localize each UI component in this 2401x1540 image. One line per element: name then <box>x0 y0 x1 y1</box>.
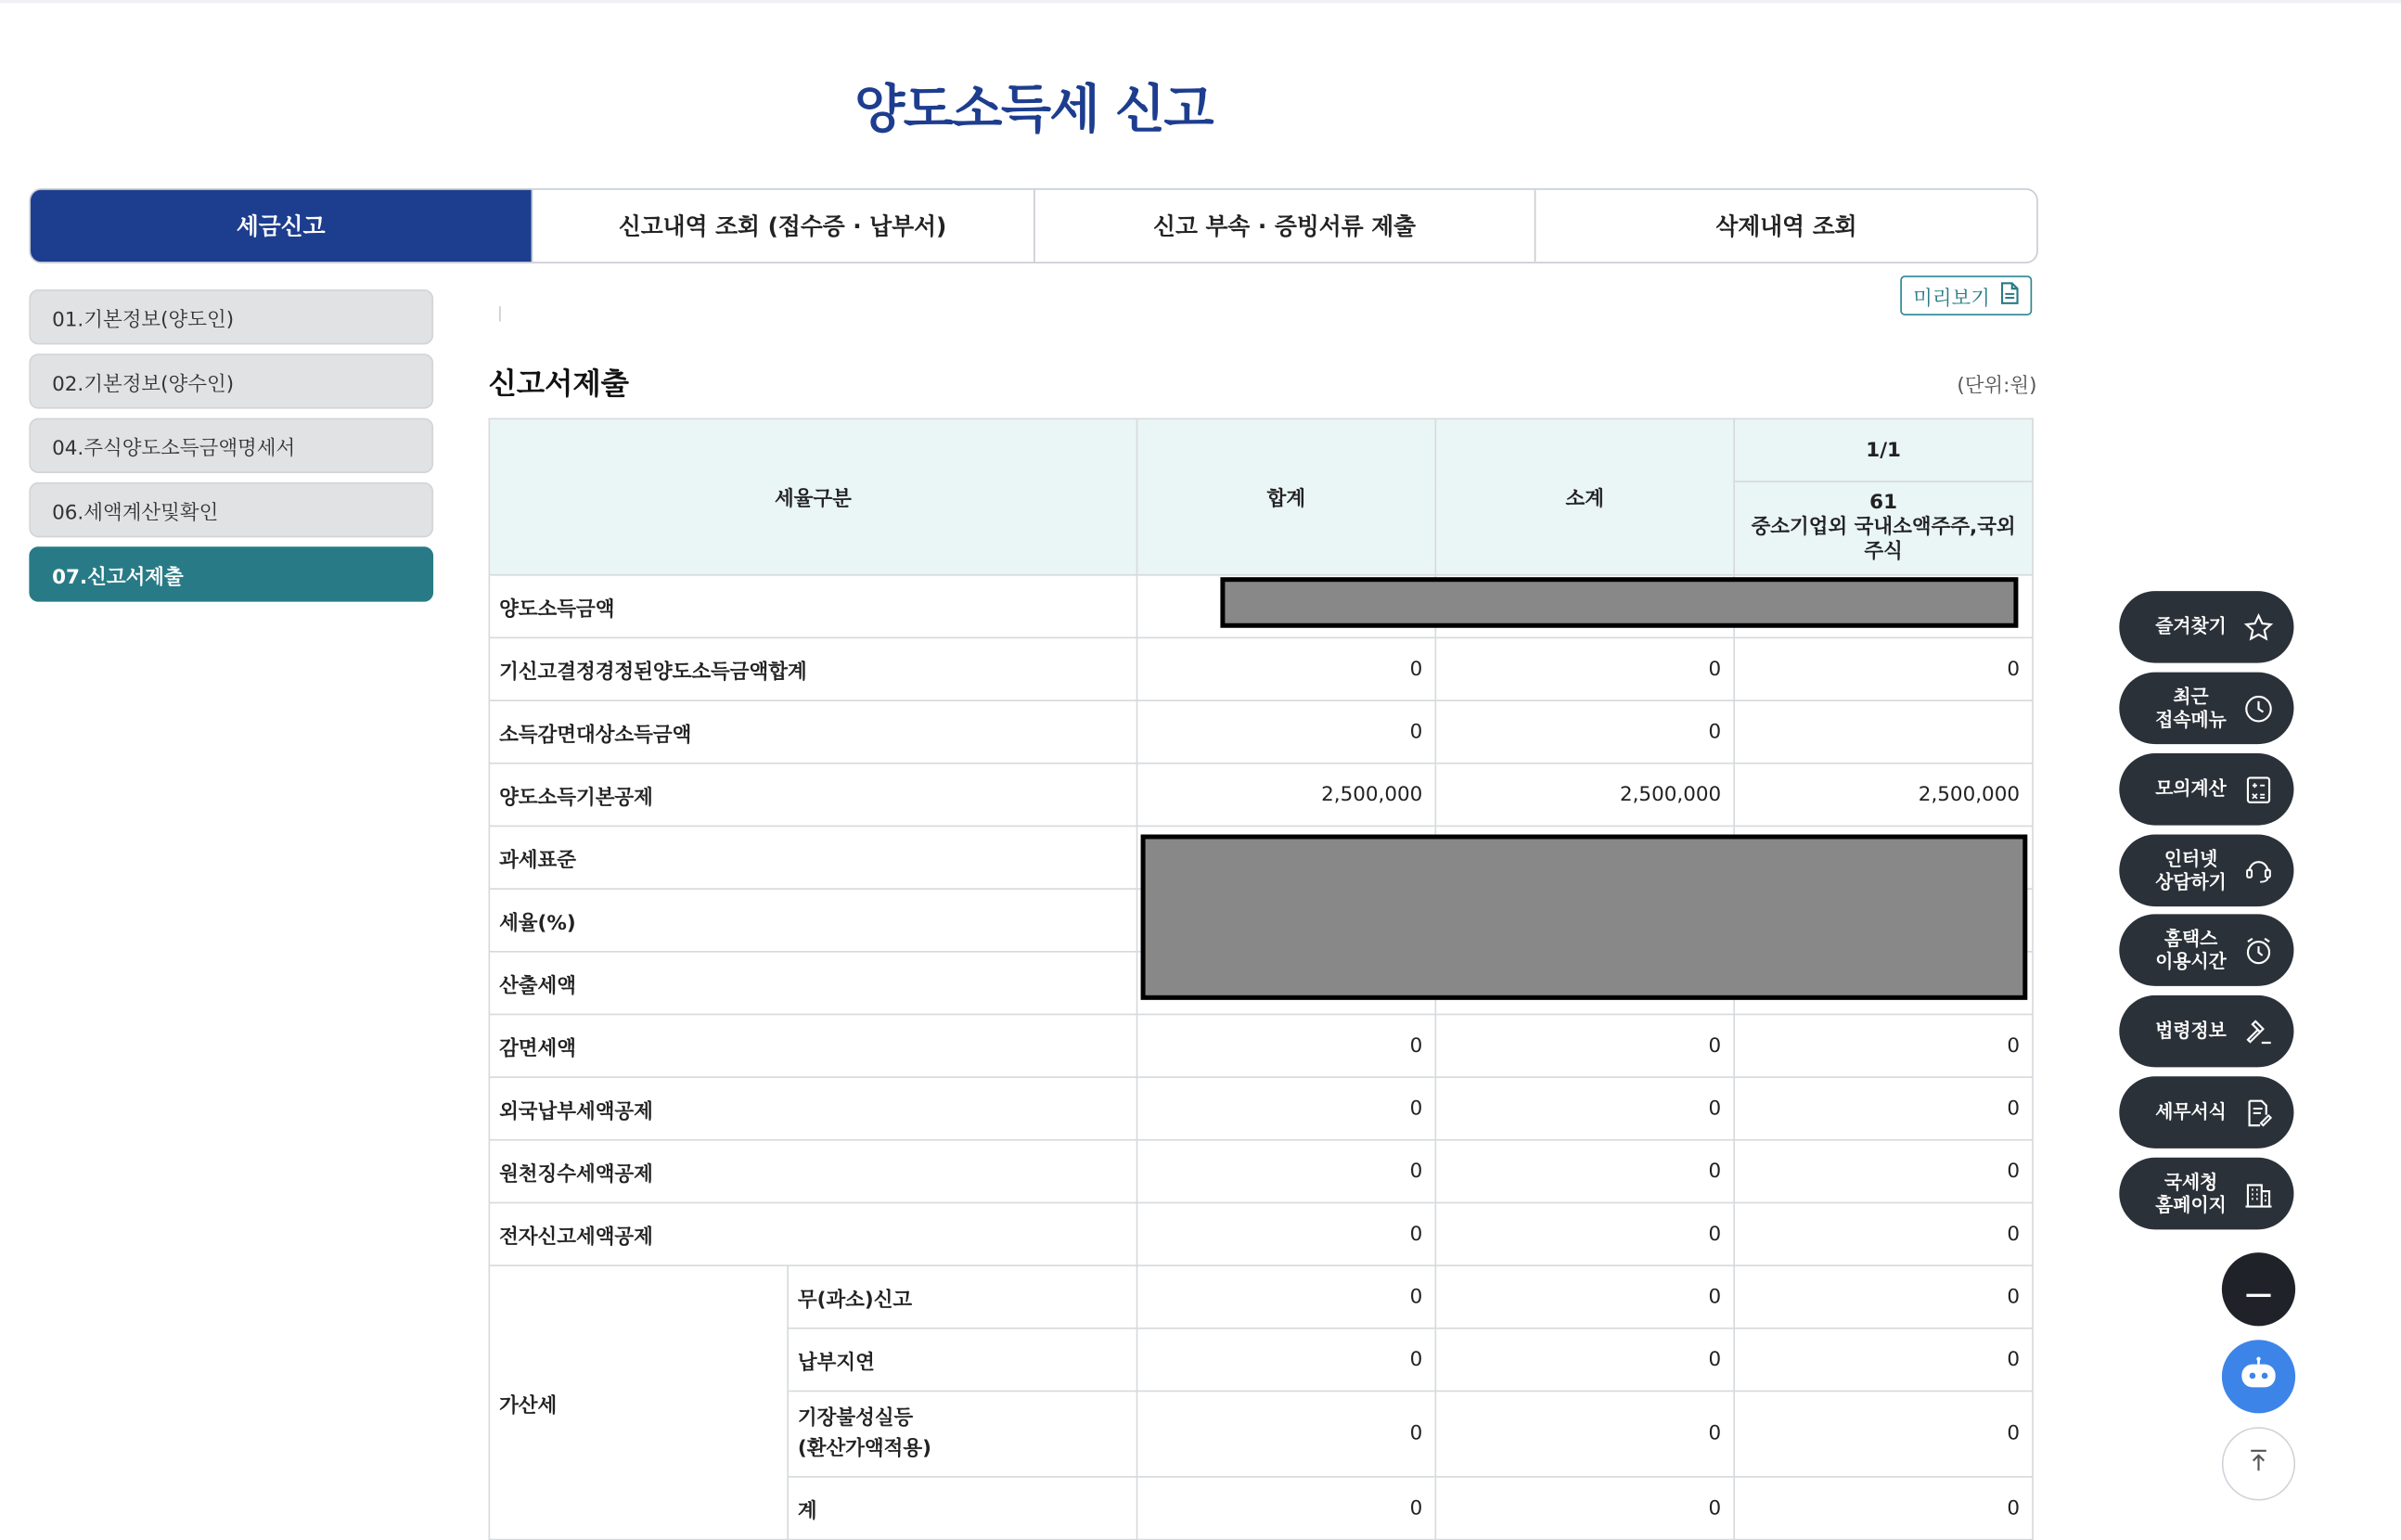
calculator-icon <box>2241 773 2275 806</box>
table-row <box>489 1140 2033 1203</box>
row-label <box>788 1391 1136 1476</box>
cell-subtotal: 0 <box>1435 1265 1734 1328</box>
table-row <box>489 1202 2033 1265</box>
quick-menu-nts-homepage[interactable] <box>2119 1158 2293 1230</box>
preview-label: 미리보기 <box>1913 287 1991 311</box>
chatbot-button[interactable] <box>2222 1340 2295 1413</box>
row-label: 양도소득기본공제 <box>489 764 1136 827</box>
quick-menu-label <box>2155 848 2227 894</box>
redaction-box <box>1141 835 2028 1000</box>
cell-subtotal: 0 <box>1435 1202 1734 1265</box>
quick-menu-service-hours[interactable] <box>2119 914 2293 986</box>
divider-mark <box>499 306 501 322</box>
sidebar-item-transferee-info[interactable]: 02.기본정보(양수인) <box>29 353 433 408</box>
cell-rate-61 <box>1734 700 2033 764</box>
quick-menu-legal-info[interactable] <box>2119 995 2293 1068</box>
row-label: 양도소득금액 <box>489 575 1136 638</box>
cell-total: 0 <box>1136 1140 1435 1203</box>
minus-icon <box>2246 1275 2270 1303</box>
quick-menu-label-line: 접속메뉴 <box>2155 708 2227 730</box>
cell-rate-61: 0 <box>1734 1477 2033 1540</box>
row-label: 산출세액 <box>489 952 1136 1015</box>
cell-subtotal: 0 <box>1435 700 1734 764</box>
cell-total: 0 <box>1136 1265 1435 1328</box>
header-total: 합계 <box>1136 418 1435 574</box>
document-edit-icon <box>2241 1096 2275 1129</box>
table-row <box>489 764 2033 827</box>
cell-total: 0 <box>1136 1477 1435 1540</box>
cell-total: 0 <box>1136 1202 1435 1265</box>
quick-menu-label-line: 홈택스 <box>2163 927 2218 949</box>
redaction-box <box>1220 577 2018 627</box>
preview-button[interactable] <box>1900 276 2032 315</box>
cell-total: 0 <box>1136 637 1435 700</box>
cell-subtotal: 0 <box>1435 1140 1734 1203</box>
collapse-menu-button[interactable] <box>2222 1252 2295 1326</box>
row-label: 외국납부세액공제 <box>489 1077 1136 1140</box>
table-row <box>489 637 2033 700</box>
quick-menu-label-line: 상담하기 <box>2155 870 2227 892</box>
cell-subtotal: 0 <box>1435 1391 1734 1476</box>
gavel-icon <box>2241 1014 2275 1047</box>
quick-menu-tax-forms[interactable] <box>2119 1076 2293 1149</box>
cell-total: 0 <box>1136 700 1435 764</box>
quick-menu-label-line: 세무서식 <box>2155 1100 2227 1123</box>
header-page-indicator: 1/1 <box>1734 418 2033 481</box>
quick-menu-label <box>2155 927 2227 973</box>
quick-menu-label <box>2155 616 2227 639</box>
chat-icon <box>2241 853 2275 887</box>
cell-subtotal: 0 <box>1435 1014 1734 1077</box>
cell-total: 0 <box>1136 1328 1435 1392</box>
column-code: 61 <box>1869 491 1898 515</box>
header-category: 세율구분 <box>489 418 1136 574</box>
building-icon <box>2241 1176 2275 1210</box>
quick-menu-consultation[interactable] <box>2119 835 2293 907</box>
row-label: 무(과소)신고 <box>788 1265 1136 1328</box>
unit-label: (단위:원) <box>1957 375 2037 399</box>
row-label: 원천징수세액공제 <box>489 1140 1136 1203</box>
header-subtotal: 소계 <box>1435 418 1734 574</box>
column-name: 중소기업외 국내소액주주,국외주식 <box>1751 516 2016 564</box>
sidebar-item-transferor-info[interactable]: 01.기본정보(양도인) <box>29 289 433 344</box>
cell-rate-61: 0 <box>1734 1328 2033 1392</box>
tab-filing-history[interactable]: 신고내역 조회 (접수증 · 납부서) <box>531 190 1033 263</box>
row-label: 납부지연 <box>788 1328 1136 1392</box>
star-icon <box>2241 610 2275 644</box>
clock-icon <box>2241 691 2275 725</box>
table-row <box>489 1265 2033 1328</box>
header-column-rate <box>1734 481 2033 575</box>
cell-rate-61: 0 <box>1734 1140 2033 1203</box>
table-header-row <box>489 418 2033 481</box>
quick-menu-simulation[interactable] <box>2119 753 2293 826</box>
penalty-group-label: 가산세 <box>489 1265 788 1539</box>
page-title: 양도소득세 신고 <box>854 79 1213 141</box>
quick-menu-label <box>2155 1020 2227 1043</box>
cell-rate-61: 0 <box>1734 1077 2033 1140</box>
cell-total: 0 <box>1136 1014 1435 1077</box>
quick-menu-label <box>2155 777 2227 801</box>
quick-menu-label-line: 국세청 <box>2163 1170 2218 1192</box>
quick-menu-label <box>2155 1101 2227 1124</box>
top-border <box>0 0 2401 3</box>
cell-rate-61: 0 <box>1734 1265 2033 1328</box>
cell-subtotal: 0 <box>1435 637 1734 700</box>
row-label: 계 <box>788 1477 1136 1540</box>
cell-rate-61: 0 <box>1734 1391 2033 1476</box>
table-row <box>489 700 2033 764</box>
cell-rate-61: 0 <box>1734 1014 2033 1077</box>
quick-menu-label-line: 즐겨찾기 <box>2155 615 2227 637</box>
cell-rate-61: 0 <box>1734 1202 2033 1265</box>
cell-total: 0 <box>1136 1391 1435 1476</box>
cell-total: 0 <box>1136 1077 1435 1140</box>
row-label: 과세표준 <box>489 826 1136 889</box>
step-sidebar <box>29 289 433 611</box>
cell-rate-61: 0 <box>1734 637 2033 700</box>
robot-icon <box>2237 1356 2279 1396</box>
quick-menu-label-line: 홈페이지 <box>2155 1193 2227 1215</box>
cell-subtotal: 0 <box>1435 1328 1734 1392</box>
tab-deletion-history[interactable]: 삭제내역 조회 <box>1534 190 2036 263</box>
quick-menu-label-line: 법령정보 <box>2155 1020 2227 1042</box>
cell-subtotal: 0 <box>1435 1077 1734 1140</box>
section-title: 신고서제출 <box>488 367 629 402</box>
tab-tax-filing[interactable]: 세금신고 <box>31 190 531 263</box>
quick-menu-label-line: 이용시간 <box>2155 950 2227 972</box>
cell-rate-61: 2,500,000 <box>1734 764 2033 827</box>
sidebar-item-tax-calculation[interactable]: 06.세액계산및확인 <box>29 482 433 537</box>
quick-menu-recent[interactable] <box>2119 673 2293 745</box>
quick-menu-label-line: 최근 <box>2173 685 2209 707</box>
row-label: 세율(%) <box>489 889 1136 952</box>
arrow-up-icon <box>2248 1448 2269 1479</box>
row-label: 감면세액 <box>489 1014 1136 1077</box>
table-row <box>489 1014 2033 1077</box>
cell-total: 2,500,000 <box>1136 764 1435 827</box>
quick-menu-label <box>2155 1171 2227 1217</box>
row-label-line: (환산가액적용) <box>797 1436 931 1460</box>
quick-menu-label-line: 인터넷 <box>2163 847 2218 869</box>
quick-menu-favorites[interactable] <box>2119 591 2293 663</box>
quick-menu-label-line: 모의계산 <box>2155 777 2227 800</box>
tab-attachment-submission[interactable]: 신고 부속 · 증빙서류 제출 <box>1033 190 1534 263</box>
row-label: 기신고결정경정된양도소득금액합계 <box>489 637 1136 700</box>
sidebar-item-submit-return[interactable]: 07.신고서제출 <box>29 546 433 601</box>
alarm-clock-icon <box>2241 933 2275 967</box>
scroll-top-button[interactable] <box>2222 1427 2295 1500</box>
row-label: 전자신고세액공제 <box>489 1202 1136 1265</box>
cell-subtotal: 0 <box>1435 1477 1734 1540</box>
main-tabs <box>29 188 2037 263</box>
row-label-line: 기장불성실등 <box>797 1405 914 1430</box>
cell-subtotal: 2,500,000 <box>1435 764 1734 827</box>
table-row <box>489 1077 2033 1140</box>
row-label: 소득감면대상소득금액 <box>489 700 1136 764</box>
sidebar-item-stock-statement[interactable]: 04.주식양도소득금액명세서 <box>29 418 433 473</box>
document-icon <box>1999 281 2019 310</box>
quick-menu-label <box>2155 686 2227 732</box>
